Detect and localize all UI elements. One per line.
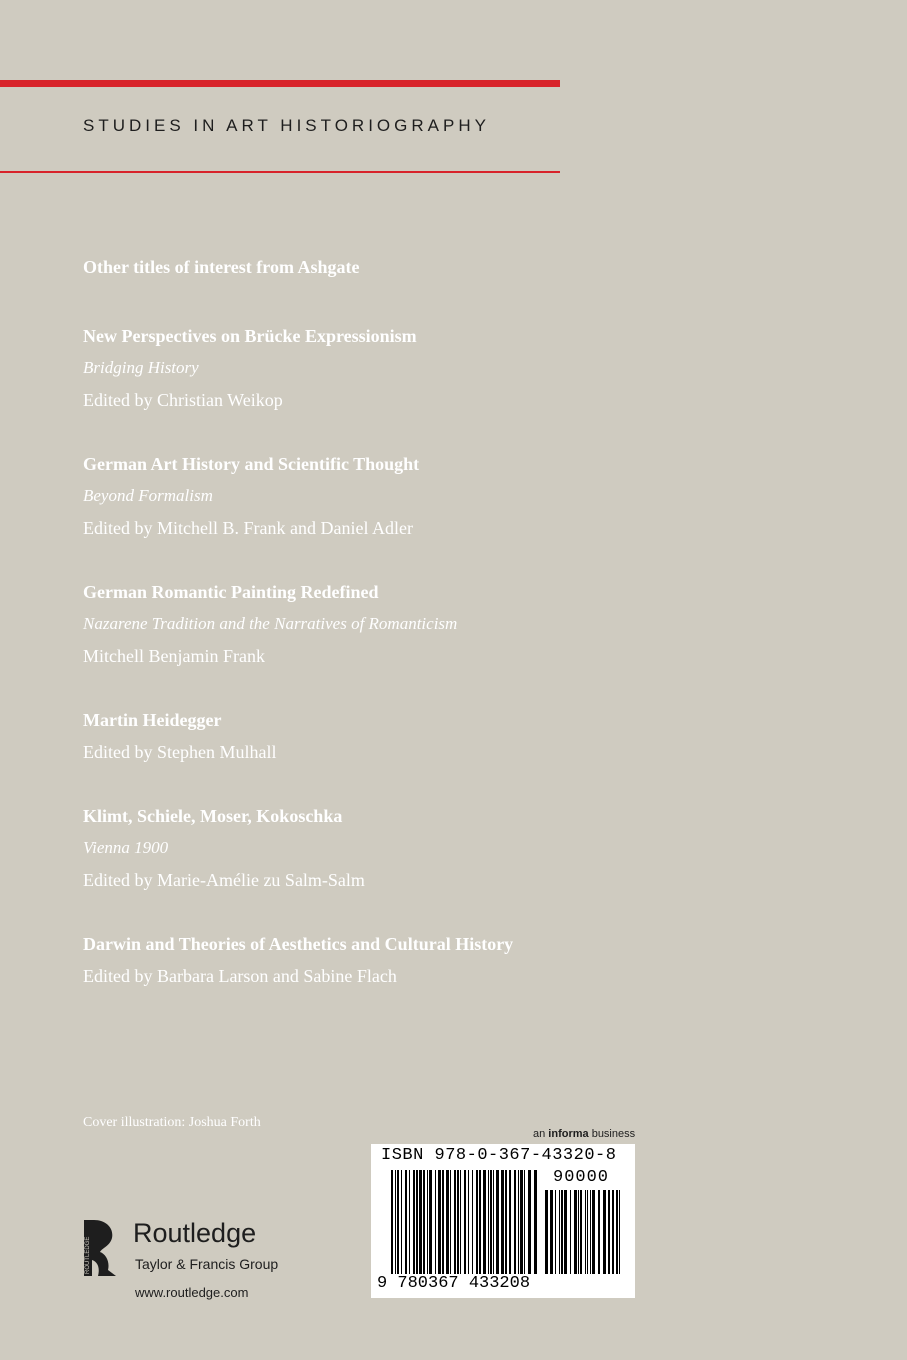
book-editor: Mitchell Benjamin Frank	[83, 646, 265, 666]
barcode-bar	[592, 1190, 595, 1274]
informa-brand: informa	[548, 1128, 589, 1140]
addon-number: 90000	[553, 1168, 610, 1187]
barcode-bar	[524, 1170, 525, 1274]
barcode-bar	[545, 1190, 548, 1274]
barcode-bar	[401, 1170, 402, 1274]
book-subtitle: Bridging History	[83, 358, 199, 377]
barcode-bar	[603, 1190, 606, 1274]
barcode-bar	[528, 1170, 531, 1274]
book-editor: Edited by Mitchell B. Frank and Daniel Adler	[83, 518, 413, 538]
book-subtitle: Nazarene Tradition and the Narratives of Romanticism	[83, 614, 458, 633]
barcode-bar	[468, 1170, 469, 1274]
book-entry	[83, 800, 683, 896]
book-title: Martin Heidegger	[83, 710, 222, 730]
barcode-bar	[574, 1190, 577, 1274]
ean-barcode-bars	[391, 1170, 541, 1274]
barcode-bar	[479, 1170, 481, 1274]
book-entry	[83, 576, 683, 672]
barcode-bar	[423, 1170, 425, 1274]
book-subtitle: Beyond Formalism	[83, 486, 213, 505]
barcode-bar	[501, 1170, 504, 1274]
book-editor: Edited by Stephen Mulhall	[83, 742, 277, 762]
publisher-url: www.routledge.com	[135, 1285, 249, 1300]
barcode-bar	[590, 1190, 591, 1274]
barcode-bar	[493, 1170, 494, 1274]
barcode-bar	[534, 1170, 537, 1274]
book-editor: Edited by Marie-Amélie zu Salm-Salm	[83, 870, 365, 890]
barcode-bar	[405, 1170, 407, 1274]
book-entry	[83, 704, 683, 768]
book-title: Darwin and Theories of Aesthetics and Cultural History	[83, 934, 514, 954]
barcode-bar	[518, 1170, 519, 1274]
barcode-bar	[438, 1170, 441, 1274]
barcode-bar	[476, 1170, 478, 1274]
barcode-bar	[578, 1190, 579, 1274]
barcode-bar	[427, 1170, 428, 1274]
book-entry	[83, 448, 683, 544]
barcode-bar	[616, 1190, 618, 1274]
isbn-label: ISBN 978-0-367-43320-8	[381, 1146, 617, 1165]
barcode-bar	[442, 1170, 444, 1274]
barcode-bar	[454, 1170, 456, 1274]
barcode-bar	[608, 1190, 610, 1274]
routledge-logo-icon	[80, 1218, 120, 1278]
barcode-bar	[397, 1170, 399, 1274]
barcode-bar	[460, 1170, 461, 1274]
informa-suffix: business	[588, 1128, 636, 1140]
barcode-bar	[619, 1190, 620, 1274]
barcode-bar	[483, 1170, 486, 1274]
barcode-bar	[490, 1170, 492, 1274]
barcode-bar	[559, 1190, 560, 1274]
book-title: German Art History and Scientific Thought	[83, 454, 420, 474]
book-title: Klimt, Schiele, Moser, Kokoschka	[83, 806, 343, 826]
barcode-bar	[514, 1170, 516, 1274]
barcode-bar	[391, 1170, 393, 1274]
cover-credit: Cover illustration: Joshua Forth	[83, 1115, 261, 1130]
barcode-bar	[585, 1190, 586, 1274]
barcode-bar	[413, 1170, 415, 1274]
barcode-bar	[472, 1170, 473, 1274]
barcode-bar	[505, 1170, 507, 1274]
barcode-bar	[612, 1190, 614, 1274]
publisher-group: Taylor & Francis Group	[135, 1256, 279, 1272]
informa-tagline	[533, 1128, 635, 1140]
barcode-bar	[587, 1190, 588, 1274]
barcode-bar	[416, 1170, 418, 1274]
ean-number: 9 780367 433208	[377, 1274, 531, 1293]
svg-text:ROUTLEDGE: ROUTLEDGE	[85, 1236, 91, 1274]
barcode-bar	[419, 1170, 422, 1274]
barcode-bar	[509, 1170, 511, 1274]
barcode-bar	[435, 1170, 436, 1274]
informa-prefix: an	[533, 1128, 549, 1140]
book-subtitle: Vienna 1900	[83, 838, 169, 857]
publisher-name: Routledge	[133, 1218, 257, 1248]
book-entry	[83, 928, 683, 992]
barcode-bar	[496, 1170, 499, 1274]
book-title: New Perspectives on Brücke Expressionism	[83, 326, 417, 346]
book-editor: Edited by Barbara Larson and Sabine Flach	[83, 966, 397, 986]
isbn-barcode	[371, 1144, 635, 1298]
barcode-bar	[395, 1170, 396, 1274]
intro-heading: Other titles of interest from Ashgate	[83, 257, 360, 277]
top-red-rule	[0, 80, 560, 87]
barcode-bar	[564, 1190, 567, 1274]
barcode-bar	[555, 1190, 556, 1274]
book-entry	[83, 320, 683, 416]
barcode-bar	[598, 1190, 600, 1274]
book-editor: Edited by Christian Weikop	[83, 390, 283, 410]
title-list	[83, 320, 683, 1024]
barcode-bar	[457, 1170, 459, 1274]
barcode-bar	[570, 1190, 571, 1274]
barcode-bar	[488, 1170, 489, 1274]
barcode-bar	[446, 1170, 449, 1274]
barcode-bar	[561, 1190, 563, 1274]
barcode-bar	[450, 1170, 451, 1274]
barcode-bar	[409, 1170, 410, 1274]
book-title: German Romantic Painting Redefined	[83, 582, 379, 602]
barcode-bar	[550, 1190, 553, 1274]
addon-barcode-bars	[545, 1190, 625, 1274]
series-title: STUDIES IN ART HISTORIOGRAPHY	[83, 116, 490, 135]
barcode-bar	[580, 1190, 582, 1274]
bottom-red-rule	[0, 171, 560, 173]
barcode-bar	[464, 1170, 466, 1274]
barcode-bar	[429, 1170, 432, 1274]
barcode-bar	[520, 1170, 523, 1274]
